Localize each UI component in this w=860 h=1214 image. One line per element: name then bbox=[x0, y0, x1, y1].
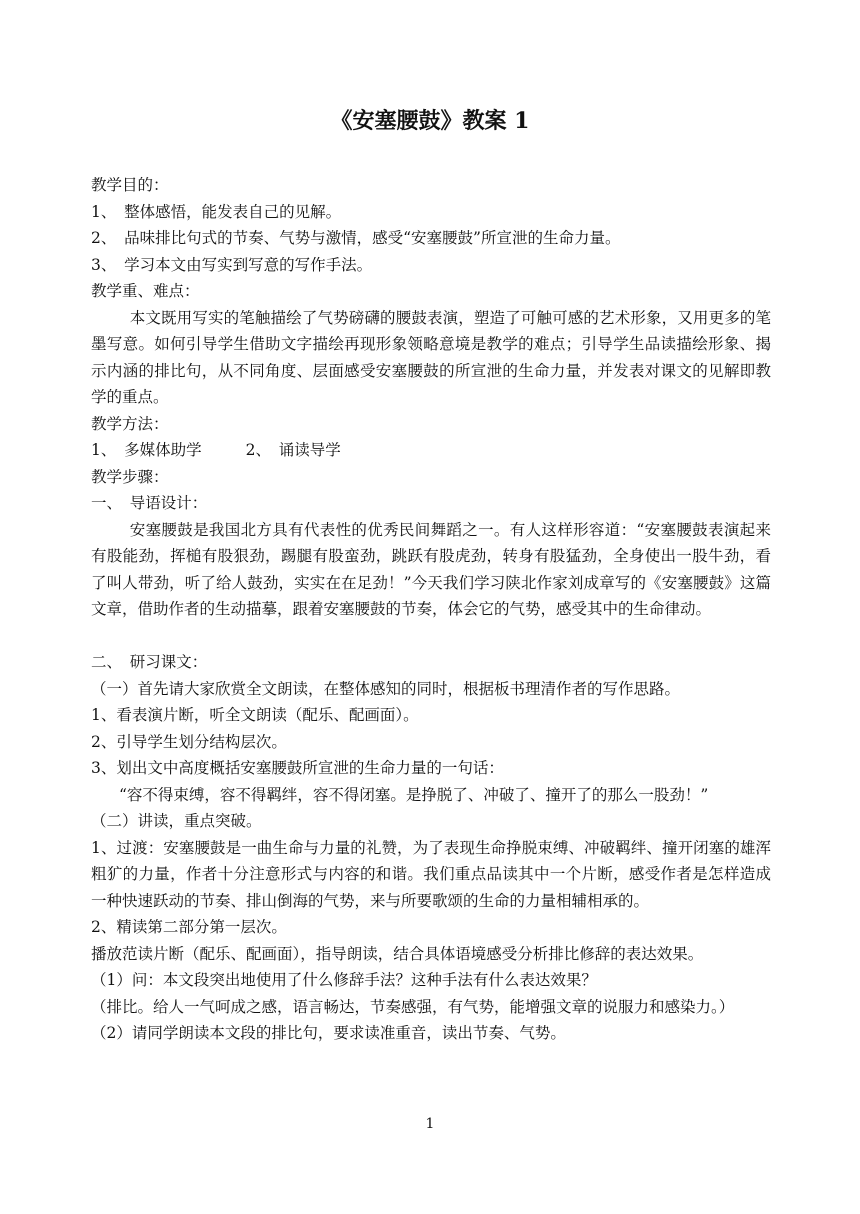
question-line: （2）请同学朗读本文段的排比句，要求读准重音，读出节奏、气势。 bbox=[91, 1024, 566, 1042]
list-item: 2、引导学生划分结构层次。 bbox=[91, 732, 287, 751]
document-body bbox=[91, 172, 771, 1047]
answer-paragraph: （排比。给人一气呵成之感，语言畅达，节奏感强，有气势，能增强文章的说服力和感染力。） bbox=[91, 997, 735, 1016]
objectives-heading: 教学目的： bbox=[91, 176, 169, 194]
question-line: （1）问：本文段突出地使用了什么修辞手法？这种手法有什么表达效果？ bbox=[91, 971, 597, 989]
list-item: 3、划出文中高度概括安塞腰鼓所宣泄的生命力量的一句话： bbox=[91, 759, 504, 777]
key-points-heading: 教学重、难点： bbox=[91, 282, 200, 300]
section-heading: 二、 研习课文： bbox=[91, 653, 208, 671]
quote-line: “容不得束缚，容不得羁绊，容不得闭塞。是挣脱了、冲破了、撞开了的那么一股劲！” bbox=[119, 785, 709, 804]
section-heading: 一、 导语设计： bbox=[91, 494, 208, 512]
methods-line bbox=[91, 437, 771, 464]
list-item: 2、精读第二部分第一层次。 bbox=[91, 918, 287, 936]
objective-item: 1、 整体感悟，能发表自己的见解。 bbox=[91, 202, 342, 221]
transition-paragraph: 1、过渡：安塞腰鼓是一曲生命与力量的礼赞，为了表现生命挣脱束缚、冲破羁绊、撞开闭塞的雄浑粗犷的力量，作者十分注意形式与内容的和谐。我们重点品读其中一个片断，感受作者是怎样造成一种快速跃动的节奏、排山倒海的气势，来与所要歌颂的生命的力量相辅相承的。 bbox=[91, 838, 771, 910]
page-number: 1 bbox=[425, 1116, 435, 1132]
objective-item: 3、 学习本文由写实到写意的写作手法。 bbox=[91, 255, 373, 274]
steps-heading: 教学步骤： bbox=[91, 467, 169, 486]
key-points-paragraph: 本文既用写实的笔触描绘了气势磅礴的腰鼓表演，塑造了可触可感的艺术形象，又用更多的笔墨写意。如何引导学生借助文字描绘再现形象领略意境是教学的难点；引导学生品读描绘形象、揭示内涵的排比句，从不同角度、层面感受安塞腰鼓的所宣泄的生命力量，并发表对课文的见解即教学的重点。 bbox=[91, 308, 771, 406]
part-heading: （一）首先请大家欣赏全文朗读，在整体感知的同时，根据板书理清作者的写作思路。 bbox=[91, 679, 681, 698]
part-heading: （二）讲读，重点突破。 bbox=[91, 812, 262, 830]
objective-item: 2、 品味排比句式的节奏、气势与激情，感受“安塞腰鼓”所宣泄的生命力量。 bbox=[91, 229, 621, 247]
intro-paragraph: 安塞腰鼓是我国北方具有代表性的优秀民间舞蹈之一。有人这样形容道：“安塞腰鼓表演起来有股能劲，挥槌有股狠劲，踢腿有股蛮劲，跳跃有股虎劲，转身有股猛劲，全身使出一股牛劲，看了叫人带劲，听了给人鼓劲，实实在在足劲！”今天我们学习陕北作家刘成章写的《安塞腰鼓》这篇文章，借助作者的生动描摹，跟着安塞腰鼓的节奏，体会它的气势，感受其中的生命律动。 bbox=[91, 520, 771, 618]
methods-heading: 教学方法： bbox=[91, 414, 169, 433]
blank-line bbox=[91, 623, 771, 650]
method-item: 1、 多媒体助学 bbox=[91, 441, 202, 459]
method-item: 2、 诵读导学 bbox=[245, 441, 341, 459]
list-item: 1、看表演片断，听全文朗读（配乐、配画面）。 bbox=[91, 706, 419, 724]
document-title: 《安塞腰鼓》教案 1 bbox=[330, 108, 530, 134]
body-line: 播放范读片断（配乐、配画面），指导朗读，结合具体语境感受分析排比修辞的表达效果。 bbox=[91, 944, 704, 963]
